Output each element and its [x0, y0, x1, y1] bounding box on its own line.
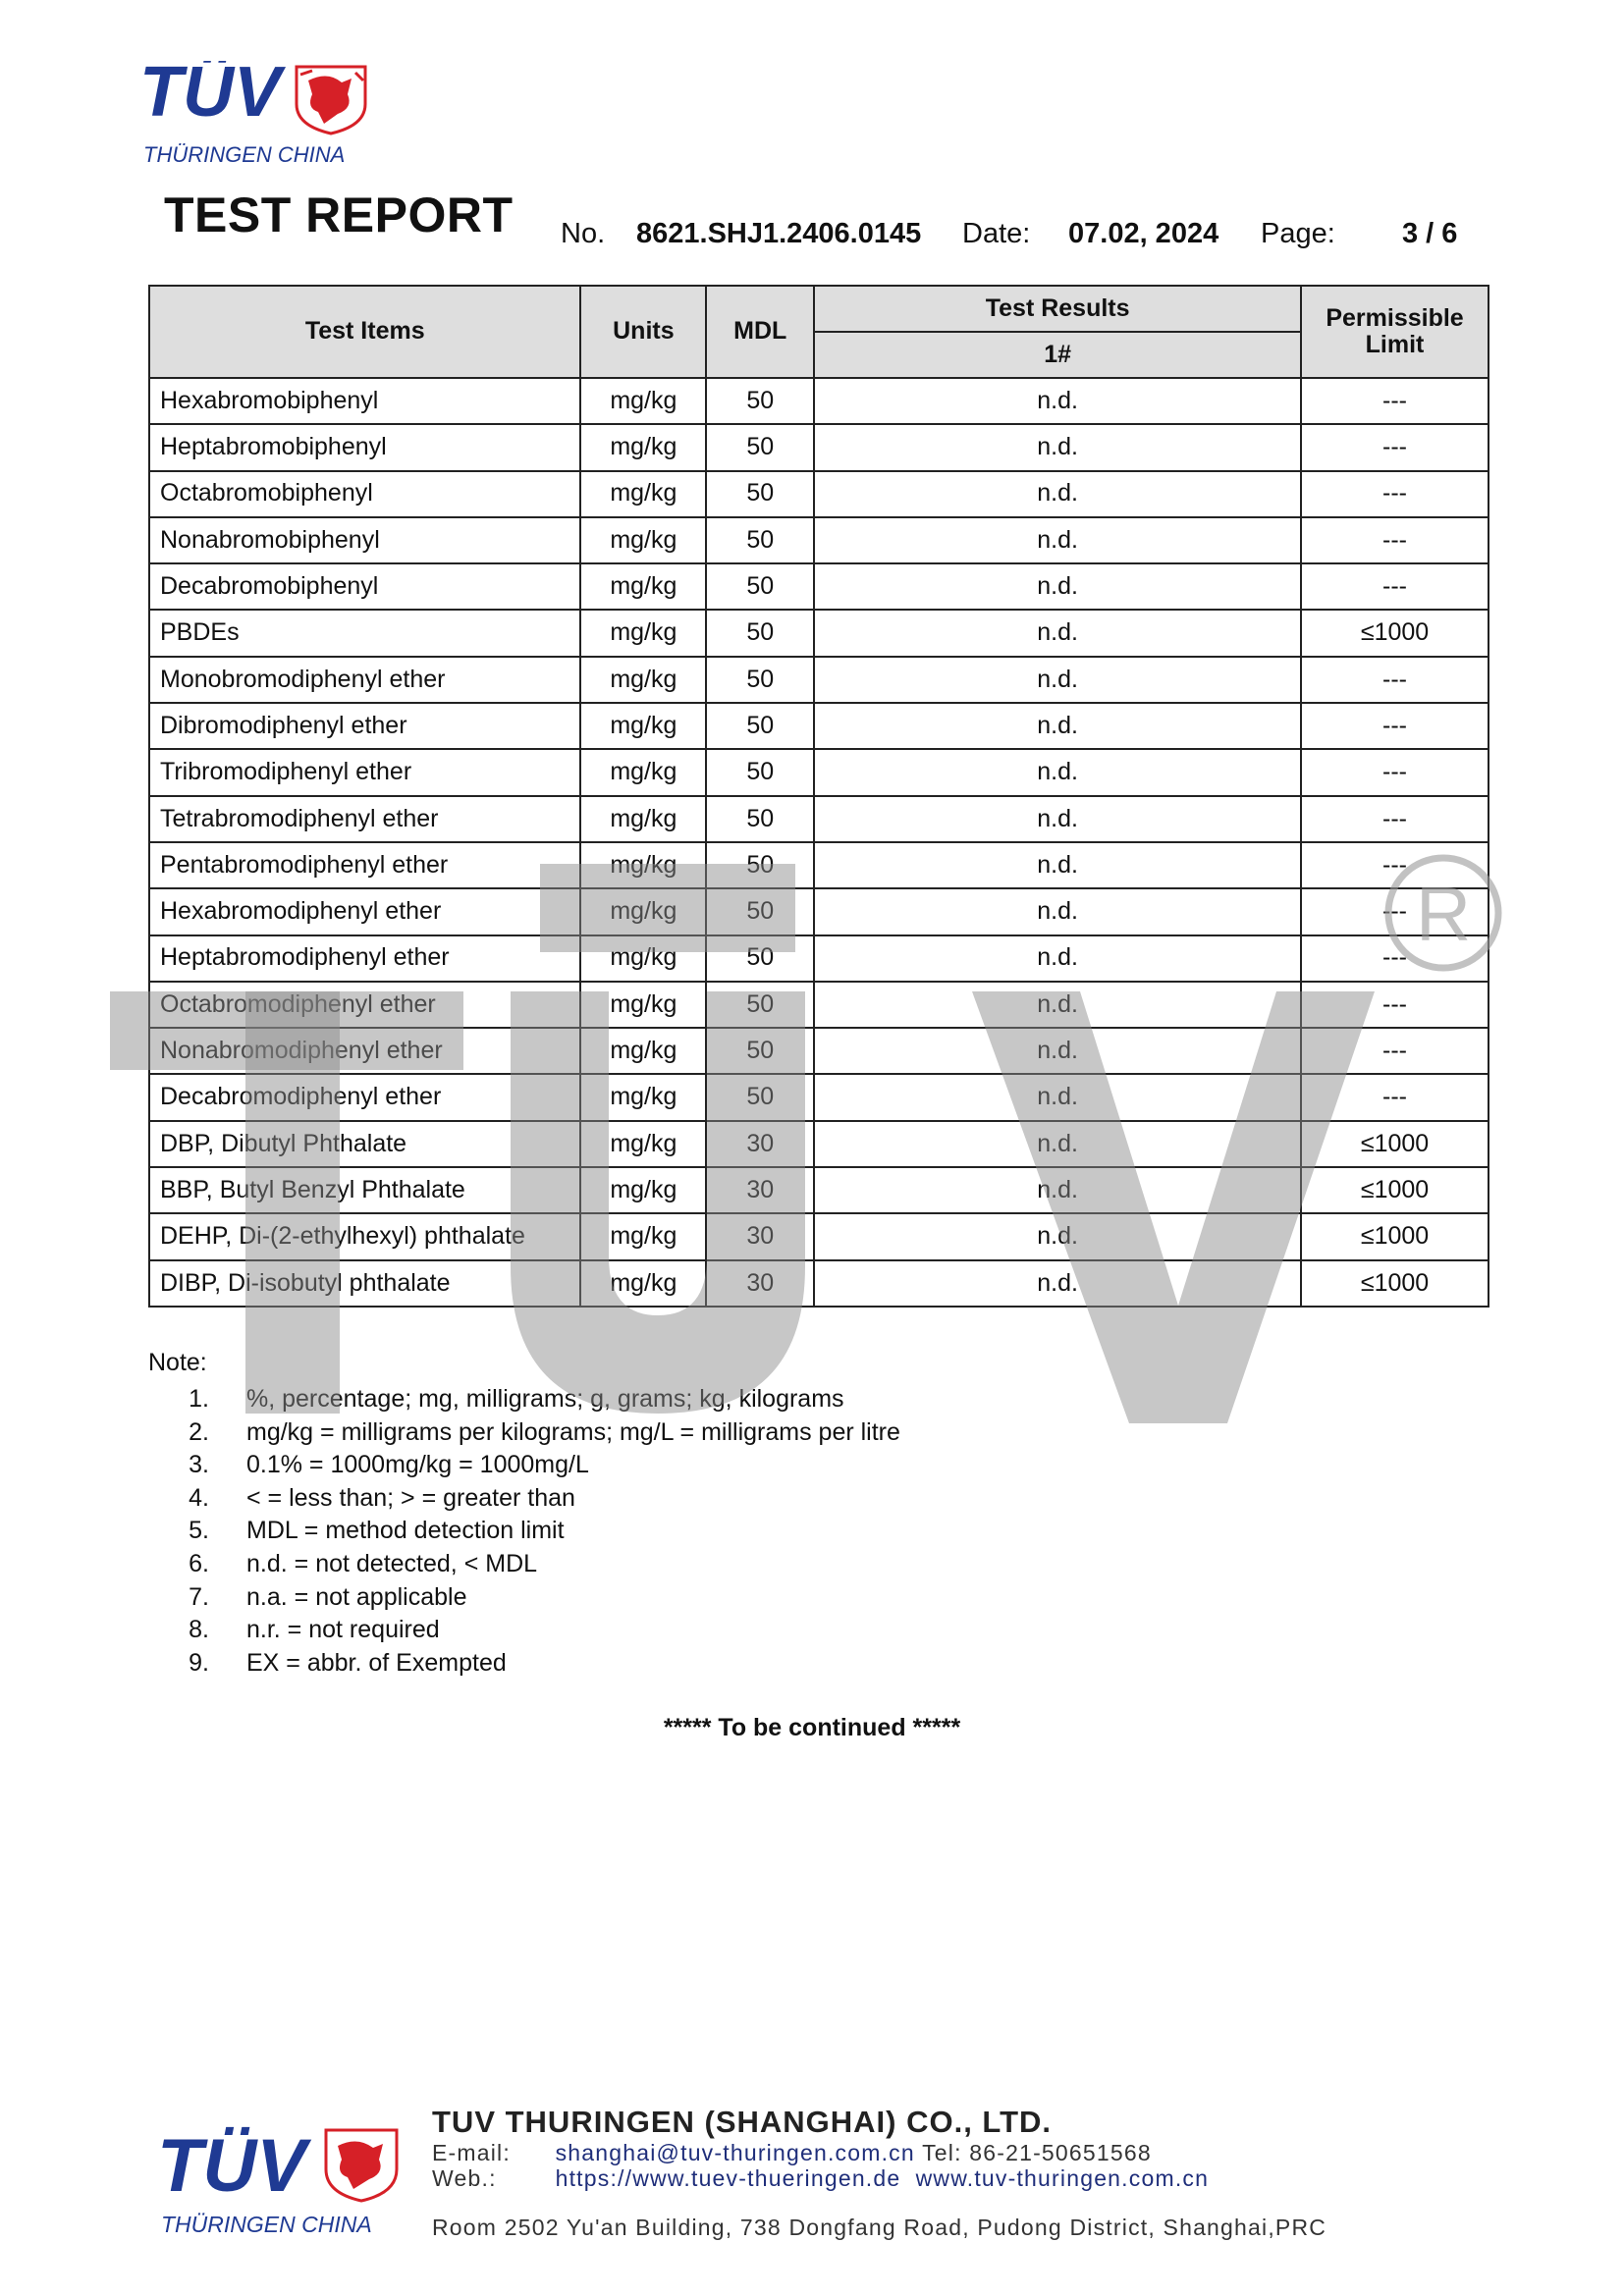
cell-result: n.d. — [814, 1028, 1301, 1074]
web-label: Web.: — [432, 2165, 497, 2191]
table-row — [149, 1121, 1489, 1167]
note-text: %, percentage; mg, milligrams; g, grams; kg, kilograms — [246, 1385, 844, 1413]
cell-units: mg/kg — [580, 471, 706, 517]
table-row — [149, 1028, 1489, 1074]
cell-mdl: 50 — [706, 657, 814, 703]
cell-test-item: BBP, Butyl Benzyl Phthalate — [149, 1167, 580, 1213]
cell-test-item: Heptabromodiphenyl ether — [149, 935, 580, 982]
cell-mdl: 50 — [706, 935, 814, 982]
cell-limit: --- — [1301, 1074, 1489, 1120]
table-row — [149, 935, 1489, 982]
table-row — [149, 1074, 1489, 1120]
cell-mdl: 50 — [706, 842, 814, 888]
logo-subtitle: THÜRINGEN CHINA — [143, 142, 346, 167]
notes-list — [148, 1383, 900, 1680]
cell-test-item: Pentabromodiphenyl ether — [149, 842, 580, 888]
cell-limit: --- — [1301, 424, 1489, 470]
header-units: Units — [580, 286, 706, 378]
cell-mdl: 50 — [706, 424, 814, 470]
table-row — [149, 796, 1489, 842]
note-text: n.r. = not required — [246, 1616, 440, 1644]
cell-units: mg/kg — [580, 842, 706, 888]
note-item — [148, 1647, 900, 1681]
company-name: TUV THURINGEN (SHANGHAI) CO., LTD. — [432, 2105, 1053, 2139]
tuv-logo-graphic-bottom — [155, 2122, 406, 2238]
cell-units: mg/kg — [580, 1213, 706, 1259]
note-number: 6. — [189, 1549, 209, 1577]
logo-text: TÜV — [139, 61, 281, 132]
cell-test-item: Tribromodiphenyl ether — [149, 749, 580, 795]
note-item — [148, 1416, 900, 1450]
note-number: 5. — [189, 1517, 209, 1545]
cell-test-item: Hexabromodiphenyl ether — [149, 888, 580, 934]
page-title: TEST REPORT — [164, 187, 514, 242]
cell-result: n.d. — [814, 471, 1301, 517]
cell-result: n.d. — [814, 657, 1301, 703]
note-text: n.a. = not applicable — [246, 1582, 467, 1611]
watermark-text: TÜV — [98, 844, 100, 845]
test-results-table — [148, 285, 1489, 1308]
footer — [432, 2105, 1209, 2191]
cell-result: n.d. — [814, 703, 1301, 749]
cell-mdl: 50 — [706, 517, 814, 563]
header-sample-1: 1# — [814, 332, 1301, 378]
cell-test-item: DEHP, Di-(2-ethylhexyl) phthalate — [149, 1213, 580, 1259]
cell-mdl: 30 — [706, 1121, 814, 1167]
cell-limit: --- — [1301, 982, 1489, 1028]
web-link-2[interactable]: www.tuv-thuringen.com.cn — [915, 2165, 1210, 2191]
cell-mdl: 50 — [706, 796, 814, 842]
cell-limit: ≤1000 — [1301, 1260, 1489, 1307]
cell-mdl: 50 — [706, 749, 814, 795]
cell-units: mg/kg — [580, 424, 706, 470]
cell-test-item: Monobromodiphenyl ether — [149, 657, 580, 703]
cell-limit: --- — [1301, 703, 1489, 749]
table-row — [149, 610, 1489, 656]
header-test-results: Test Results — [814, 286, 1301, 332]
table-row — [149, 517, 1489, 563]
cell-mdl: 50 — [706, 703, 814, 749]
cell-limit: --- — [1301, 796, 1489, 842]
table-row — [149, 888, 1489, 934]
cell-mdl: 30 — [706, 1260, 814, 1307]
note-item — [148, 1515, 900, 1548]
web-row — [432, 2165, 1209, 2191]
cell-result: n.d. — [814, 1121, 1301, 1167]
logo-text-bottom: TÜV — [157, 2124, 306, 2208]
cell-result: n.d. — [814, 378, 1301, 424]
cell-units: mg/kg — [580, 1121, 706, 1167]
cell-units: mg/kg — [580, 935, 706, 982]
cell-limit: --- — [1301, 471, 1489, 517]
cell-limit: --- — [1301, 657, 1489, 703]
note-text: n.d. = not detected, < MDL — [246, 1549, 538, 1577]
cell-mdl: 30 — [706, 1167, 814, 1213]
cell-test-item: Heptabromobiphenyl — [149, 424, 580, 470]
email-link[interactable]: shanghai@tuv-thuringen.com.cn — [555, 2140, 915, 2165]
cell-limit: ≤1000 — [1301, 1121, 1489, 1167]
cell-result: n.d. — [814, 749, 1301, 795]
cell-test-item: Tetrabromodiphenyl ether — [149, 796, 580, 842]
cell-result: n.d. — [814, 1074, 1301, 1120]
cell-mdl: 50 — [706, 1028, 814, 1074]
note-text: < = less than; > = greater than — [246, 1483, 575, 1512]
note-number: 2. — [189, 1417, 209, 1446]
table-row — [149, 657, 1489, 703]
date-label: Date: — [962, 218, 1031, 249]
cell-test-item: Nonabromodiphenyl ether — [149, 1028, 580, 1074]
cell-units: mg/kg — [580, 1260, 706, 1307]
cell-limit: --- — [1301, 749, 1489, 795]
table-row — [149, 378, 1489, 424]
cell-result: n.d. — [814, 424, 1301, 470]
table-row — [149, 424, 1489, 470]
email-label: E-mail: — [432, 2140, 511, 2165]
cell-limit: --- — [1301, 517, 1489, 563]
registered-mark-letter: R — [1415, 871, 1472, 957]
cell-result: n.d. — [814, 842, 1301, 888]
cell-result: n.d. — [814, 1167, 1301, 1213]
cell-limit: ≤1000 — [1301, 610, 1489, 656]
table-row — [149, 1213, 1489, 1259]
cell-result: n.d. — [814, 1213, 1301, 1259]
cell-result: n.d. — [814, 610, 1301, 656]
note-text: mg/kg = milligrams per kilograms; mg/L = milligrams per litre — [246, 1417, 900, 1446]
header-permissible-limit: Permissible Limit — [1301, 286, 1489, 378]
logo-subtitle-bottom: THÜRINGEN CHINA — [161, 2212, 372, 2237]
cell-test-item: Decabromobiphenyl — [149, 563, 580, 610]
cell-limit: --- — [1301, 842, 1489, 888]
note-number: 1. — [189, 1385, 209, 1413]
tuv-logo-bottom — [155, 2122, 406, 2238]
cell-units: mg/kg — [580, 1028, 706, 1074]
cell-result: n.d. — [814, 563, 1301, 610]
cell-test-item: PBDEs — [149, 610, 580, 656]
page-value: 3 / 6 — [1402, 218, 1458, 249]
note-item — [148, 1383, 900, 1416]
note-item — [148, 1614, 900, 1647]
page-label: Page: — [1261, 218, 1335, 249]
note-number: 8. — [189, 1616, 209, 1644]
report-no-value: 8621.SHJ1.2406.0145 — [636, 218, 922, 249]
cell-result: n.d. — [814, 888, 1301, 934]
cell-units: mg/kg — [580, 378, 706, 424]
table-row — [149, 842, 1489, 888]
tuv-logo-top — [137, 61, 373, 171]
table-row — [149, 1260, 1489, 1307]
cell-result: n.d. — [814, 982, 1301, 1028]
table-row — [149, 471, 1489, 517]
cell-units: mg/kg — [580, 563, 706, 610]
note-number: 3. — [189, 1451, 209, 1479]
cell-limit: --- — [1301, 1028, 1489, 1074]
note-text: EX = abbr. of Exempted — [246, 1648, 507, 1677]
note-text: 0.1% = 1000mg/kg = 1000mg/L — [246, 1451, 589, 1479]
table-row — [149, 703, 1489, 749]
cell-units: mg/kg — [580, 703, 706, 749]
cell-test-item: Decabromodiphenyl ether — [149, 1074, 580, 1120]
cell-units: mg/kg — [580, 796, 706, 842]
note-item — [148, 1581, 900, 1615]
table-row — [149, 1167, 1489, 1213]
notes-label: Note: — [148, 1349, 207, 1376]
table-row — [149, 982, 1489, 1028]
web-link-1[interactable]: https://www.tuev-thueringen.de — [555, 2165, 901, 2191]
cell-units: mg/kg — [580, 1074, 706, 1120]
cell-test-item: Octabromodiphenyl ether — [149, 982, 580, 1028]
report-no-label: No. — [561, 218, 606, 249]
cell-limit: --- — [1301, 888, 1489, 934]
note-item — [148, 1449, 900, 1482]
cell-limit: ≤1000 — [1301, 1167, 1489, 1213]
cell-test-item: Nonabromobiphenyl — [149, 517, 580, 563]
cell-limit: ≤1000 — [1301, 1213, 1489, 1259]
cell-mdl: 50 — [706, 982, 814, 1028]
note-number: 9. — [189, 1648, 209, 1677]
notes-section — [148, 1349, 900, 1680]
cell-units: mg/kg — [580, 517, 706, 563]
cell-units: mg/kg — [580, 1167, 706, 1213]
cell-units: mg/kg — [580, 657, 706, 703]
cell-result: n.d. — [814, 517, 1301, 563]
email-row — [432, 2140, 1209, 2165]
note-item — [148, 1482, 900, 1516]
header-test-items: Test Items — [149, 286, 580, 378]
table-body — [149, 378, 1489, 1307]
cell-limit: --- — [1301, 563, 1489, 610]
cell-units: mg/kg — [580, 610, 706, 656]
table-row — [149, 749, 1489, 795]
cell-mdl: 50 — [706, 1074, 814, 1120]
cell-result: n.d. — [814, 935, 1301, 982]
cell-mdl: 50 — [706, 378, 814, 424]
cell-units: mg/kg — [580, 888, 706, 934]
date-value: 07.02, 2024 — [1068, 218, 1219, 249]
note-item — [148, 1548, 900, 1581]
cell-test-item: DBP, Dibutyl Phthalate — [149, 1121, 580, 1167]
cell-mdl: 30 — [706, 1213, 814, 1259]
cell-test-item: Hexabromobiphenyl — [149, 378, 580, 424]
header-mdl: MDL — [706, 286, 814, 378]
cell-result: n.d. — [814, 1260, 1301, 1307]
table-row — [149, 563, 1489, 610]
cell-test-item: DIBP, Di-isobutyl phthalate — [149, 1260, 580, 1307]
to-be-continued: ***** To be continued ***** — [663, 1714, 961, 1741]
cell-test-item: Dibromodiphenyl ether — [149, 703, 580, 749]
note-number: 7. — [189, 1582, 209, 1611]
cell-mdl: 50 — [706, 471, 814, 517]
company-address: Room 2502 Yu'an Building, 738 Dongfang Road, Pudong District, Shanghai,PRC — [432, 2215, 1327, 2240]
tuv-logo-graphic — [137, 61, 373, 171]
note-text: MDL = method detection limit — [246, 1517, 565, 1545]
cell-test-item: Octabromobiphenyl — [149, 471, 580, 517]
cell-mdl: 50 — [706, 563, 814, 610]
cell-mdl: 50 — [706, 888, 814, 934]
cell-result: n.d. — [814, 796, 1301, 842]
cell-limit: --- — [1301, 935, 1489, 982]
cell-limit: --- — [1301, 378, 1489, 424]
telephone: Tel: 86-21-50651568 — [922, 2140, 1152, 2165]
note-number: 4. — [189, 1483, 209, 1512]
cell-units: mg/kg — [580, 982, 706, 1028]
cell-mdl: 50 — [706, 610, 814, 656]
cell-units: mg/kg — [580, 749, 706, 795]
